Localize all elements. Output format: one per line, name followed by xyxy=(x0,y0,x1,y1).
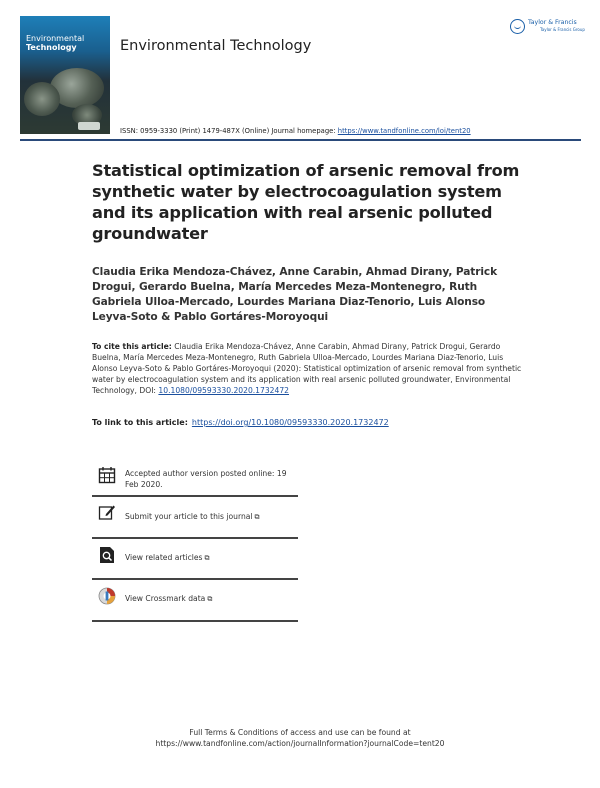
terms-text: Full Terms & Conditions of access and use can be found at xyxy=(189,728,411,737)
external-link-icon: ⧉ xyxy=(204,554,210,562)
external-link-icon: ⧉ xyxy=(207,595,213,603)
article-doi-link[interactable]: https://doi.org/10.1080/09593330.2020.1732472 xyxy=(191,418,389,427)
crossmark-row[interactable] xyxy=(92,584,298,622)
cover-title-line2: Technology xyxy=(26,43,77,52)
issn-text: ISSN: 0959-3330 (Print) 1479-487X (Online) Journal homepage: xyxy=(120,127,338,135)
edit-icon xyxy=(98,503,116,521)
crossmark-link[interactable] xyxy=(125,593,295,605)
cover-publisher-badge xyxy=(78,122,100,130)
journal-homepage-link[interactable]: https://www.tandfonline.com/loi/tent20 xyxy=(337,127,471,135)
external-link-icon: ⧉ xyxy=(254,513,260,521)
journal-title: Environmental Technology xyxy=(120,38,312,54)
submit-article-row[interactable] xyxy=(92,502,298,538)
terms-footer xyxy=(0,727,600,749)
publisher-logo xyxy=(510,18,585,36)
article-title: Statistical optimization of arsenic removal from synthetic water by electrocoagulation system and its application with real arsenic polluted groundwater xyxy=(92,161,520,243)
submit-article-label[interactable]: Submit your article to this journal xyxy=(125,512,253,521)
accepted-version-text: Accepted author version posted online: 19 Feb 2020. xyxy=(125,469,287,489)
terms-url-link[interactable]: https://www.tandfonline.com/action/journalInformation?journalCode=tent20 xyxy=(155,739,445,748)
journal-cover-image xyxy=(20,16,110,134)
citation-doi-link[interactable]: 10.1080/09593330.2020.1732472 xyxy=(158,386,290,395)
article-link-label: To link to this article: xyxy=(92,418,188,427)
related-articles-row[interactable] xyxy=(92,543,298,579)
related-articles-icon xyxy=(98,546,116,564)
header-divider xyxy=(20,139,581,141)
article-authors: Claudia Erika Mendoza-Chávez, Anne Carabin, Ahmad Dirany, Patrick Drogui, Gerardo Buelna, María Mercedes Meza-Montenegro, Ruth Gabriela Ulloa-Mercado, Lourdes Mariana Diaz-Tenorio, Luis Alonso Leyva-Soto & Pablo Gortáres-Moroyoqui xyxy=(92,266,498,323)
related-articles-label[interactable]: View related articles xyxy=(125,553,203,562)
issn-line xyxy=(120,127,471,135)
calendar-icon xyxy=(98,466,116,484)
publisher-logo-group: Taylor & Francis Group xyxy=(540,27,585,32)
related-articles-link[interactable] xyxy=(125,552,295,564)
publisher-logo-icon xyxy=(510,19,525,34)
citation-text: Claudia Erika Mendoza-Chávez, Anne Carabin, Ahmad Dirany, Patrick Drogui, Gerardo Buelna, María Mercedes Meza-Montenegro, Ruth Gabriela Ulloa-Mercado, Lourdes Mariana Diaz-Tenorio, Luis Alonso Leyva-Soto & Pablo Gortáres-Moroyoqui (2020): Statistical optimization of arsenic removal from synthetic water by electrocoagulation system and its application with real arsenic polluted groundwater, Environmental Technology, DOI: xyxy=(92,342,522,395)
citation-label: To cite this article: xyxy=(92,342,172,351)
article-link-line xyxy=(92,418,389,427)
citation-block xyxy=(92,341,522,396)
publisher-logo-name: Taylor & Francis xyxy=(528,19,577,26)
submit-article-link[interactable] xyxy=(125,511,295,523)
crossmark-icon xyxy=(98,587,116,605)
cover-title-line1: Environmental xyxy=(26,34,85,43)
crossmark-label[interactable]: View Crossmark data xyxy=(125,594,206,603)
accepted-version-row xyxy=(92,464,298,496)
